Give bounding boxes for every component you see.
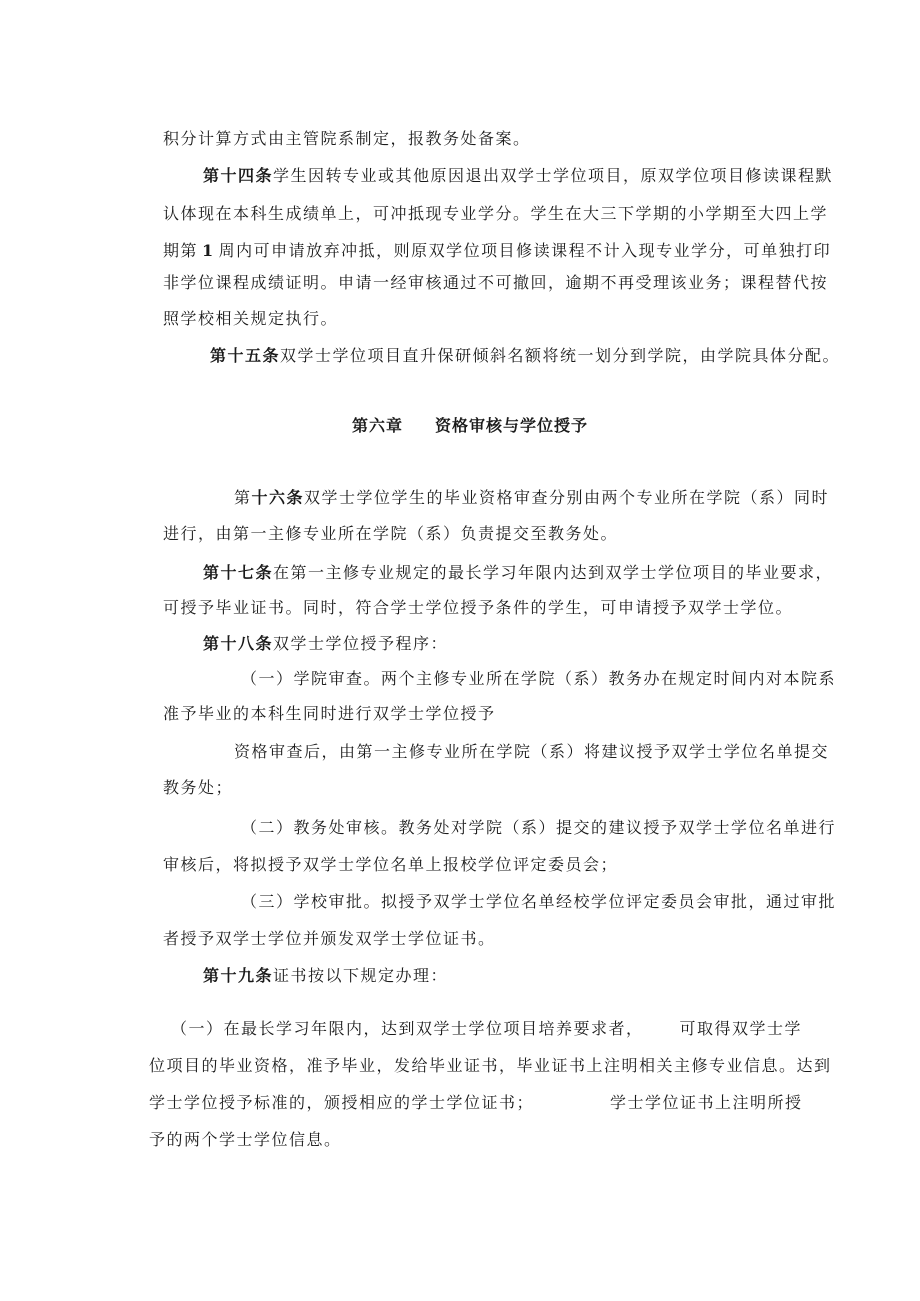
paragraph-line: （三）学校审批。拟授予双学士学位名单经校学位评定委员会审批，通过审批 [241, 892, 837, 911]
article-19-line: 第十九条证书按以下规定办理： [203, 966, 449, 985]
paragraph-line: 者授予双学士学位并颁发双学士学位证书。 [163, 929, 496, 948]
paragraph-line: 非学位课程成绩证明。申请一经审核通过不可撤回，逾期不再受理该业务；课程替代按 [163, 273, 829, 292]
chapter-title: 资格审核与学位授予 [435, 416, 589, 435]
paragraph-line: 期第 1 周内可申请放弃冲抵，则原双学位项目修读课程不计入现专业学分，可单独打印 [163, 241, 832, 260]
paragraph-line: 予的两个学士学位信息。 [149, 1130, 342, 1149]
article-label: 第十五条 [210, 346, 281, 365]
paragraph-line: 认体现在本科生成绩单上，可冲抵现专业学分。学生在大三下学期的小学期至大四上学 [163, 204, 829, 223]
article-label: 十六条 [251, 488, 305, 507]
chapter-number: 第六章 [352, 416, 404, 435]
paragraph-line: 准予毕业的本科生同时进行双学士学位授予 [163, 704, 496, 723]
article-14-line: 第十四条学生因转专业或其他原因退出双学士学位项目，原双学位项目修读课程默 [203, 166, 834, 185]
article-label: 第十八条 [203, 634, 274, 653]
paragraph-line: 资格审查后，由第一主修专业所在学院（系）将建议授予双学士学位名单提交 [234, 742, 830, 761]
paragraph-line: 审核后，将拟授予双学士学位名单上报校学位评定委员会； [163, 855, 619, 874]
article-15-line: 第十五条双学士学位项目直升保研倾斜名额将统一划分到学院，由学院具体分配。 [210, 346, 841, 365]
article-17-line: 第十七条在第一主修专业规定的最长学习年限内达到双学士学位项目的毕业要求， [203, 563, 834, 582]
paragraph-line: 照学校相关规定执行。 [163, 309, 339, 328]
article-label: 第十九条 [203, 966, 274, 985]
paragraph-line: 教务处； [163, 778, 234, 797]
article-label: 第十七条 [203, 563, 274, 582]
paragraph-line: 可授予毕业证书。同时，符合学士学位授予条件的学生，可申请授予双学士学位。 [163, 598, 794, 617]
paragraph-line: 位项目的毕业资格，准予毕业，发给毕业证书，毕业证书上注明相关主修专业信息。达到 [149, 1056, 832, 1075]
article-16-line: 第十六条双学士学位学生的毕业资格审查分别由两个专业所在学院（系）同时 [234, 488, 830, 507]
paragraph-line: （一）在最长学习年限内，达到双学士学位项目培养要求者， 可取得双学士学 [171, 1019, 803, 1038]
paragraph-line: （二）教务处审核。教务处对学院（系）提交的建议授予双学士学位名单进行 [241, 818, 837, 837]
paragraph-line: 积分计算方式由主管院系制定，报教务处备案。 [163, 129, 531, 148]
chapter-heading [352, 416, 588, 436]
article-18-line: 第十八条双学士学位授予程序： [203, 634, 449, 653]
paragraph-line: 学士学位授予标准的，颁授相应的学士学位证书； 学士学位证书上注明所授 [149, 1093, 803, 1112]
paragraph-line: （一）学院审查。两个主修专业所在学院（系）教务办在规定时间内对本院系 [241, 669, 837, 688]
article-label: 第十四条 [203, 166, 274, 185]
paragraph-line: 进行，由第一主修专业所在学院（系）负责提交至教务处。 [163, 524, 619, 543]
